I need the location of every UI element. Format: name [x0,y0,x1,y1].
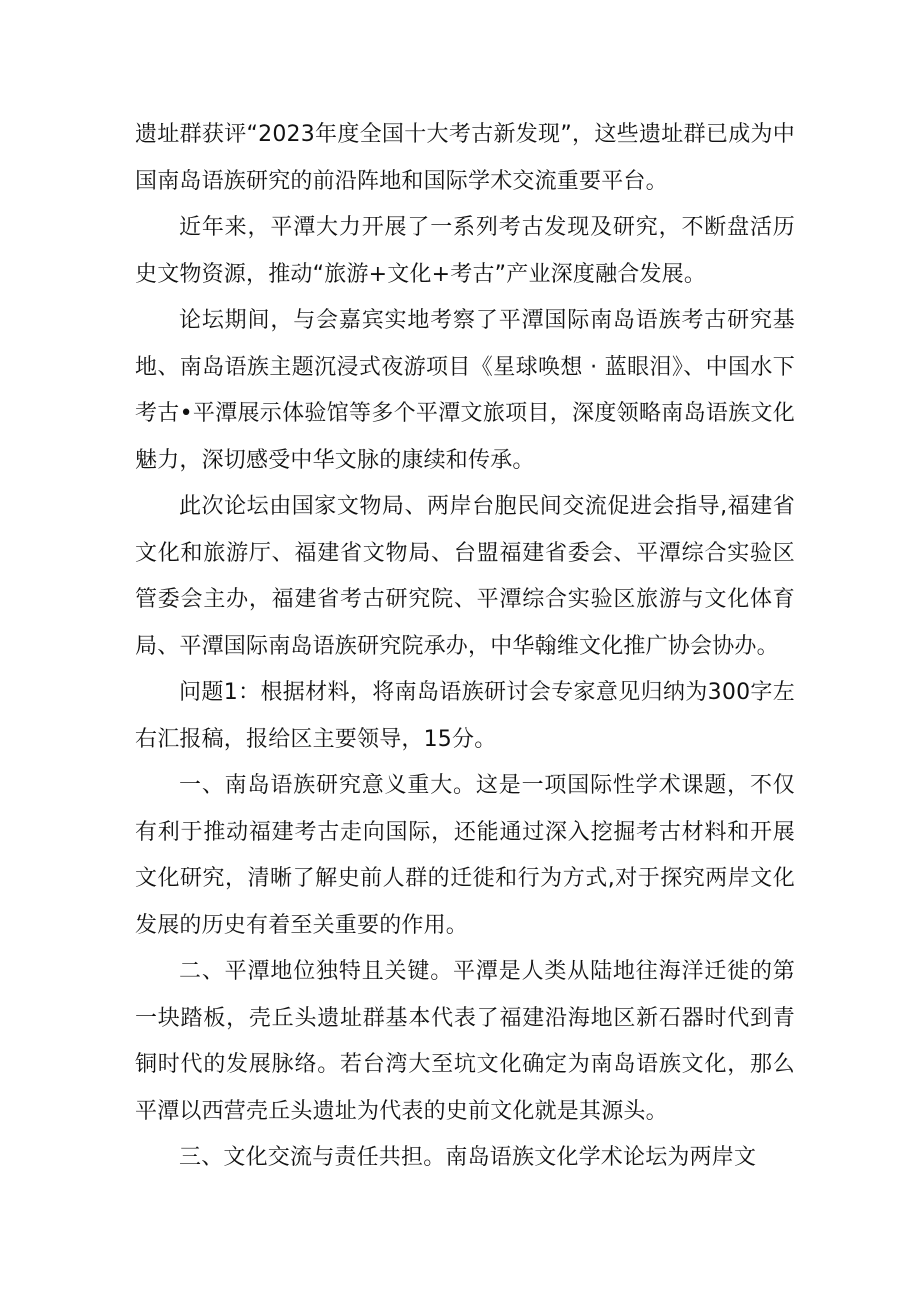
document-body [135,112,795,1182]
paragraph-question-1: 问题1：根据材料，将南岛语族研讨会专家意见归纳为300字左右汇报稿，报给区主要领导，15分。 [135,680,795,752]
paragraph-forum-visit: 论坛期间，与会嘉宾实地考察了平潭国际南岛语族考古研究基地、南岛语族主题沉浸式夜游项目《星球唤想 · 蓝眼泪》、中国水下考古•平潭展示体验馆等多个平潭文旅项目，深度领略南岛语族文化魅力，深切感受中华文脉的康续和传承。 [135,308,795,473]
paragraph-point-3: 三、文化交流与责任共担。南岛语族文化学术论坛为两岸文 [179,1145,757,1170]
paragraph-forum-organizers: 此次论坛由国家文物局、两岸台胞民间交流促进会指导,福建省文化和旅游厅、福建省文物局、台盟福建省委会、平潭综合实验区管委会主办，福建省考古研究院、平潭综合实验区旅游与文化体育局、平潭国际南岛语族研究院承办，中华翰维文化推广协会协办。 [135,494,795,659]
paragraph-archaeology-development: 近年来，平潭大力开展了一系列考古发现及研究，不断盘活历史文物资源，推动“旅游+文化+考古”产业深度融合发展。 [135,215,795,287]
paragraph-point-2: 二、平潭地位独特且关键。平潭是人类从陆地往海洋迁徙的第一块踏板，壳丘头遗址群基本代表了福建沿海地区新石器时代到青铜时代的发展脉络。若台湾大至坑文化确定为南岛语族文化，那么平潭以西营壳丘头遗址为代表的史前文化就是其源头。 [135,959,795,1124]
paragraph-continuation: 遗址群获评“2023年度全国十大考古新发现”，这些遗址群已成为中国南岛语族研究的前沿阵地和国际学术交流重要平台。 [135,122,795,194]
paragraph-point-1: 一、南岛语族研究意义重大。这是一项国际性学术课题，不仅有利于推动福建考古走向国际，还能通过深入挖掘考古材料和开展文化研究，清晰了解史前人群的迁徙和行为方式,对于探究两岸文化发展的历史有着至关重要的作用。 [135,773,795,938]
